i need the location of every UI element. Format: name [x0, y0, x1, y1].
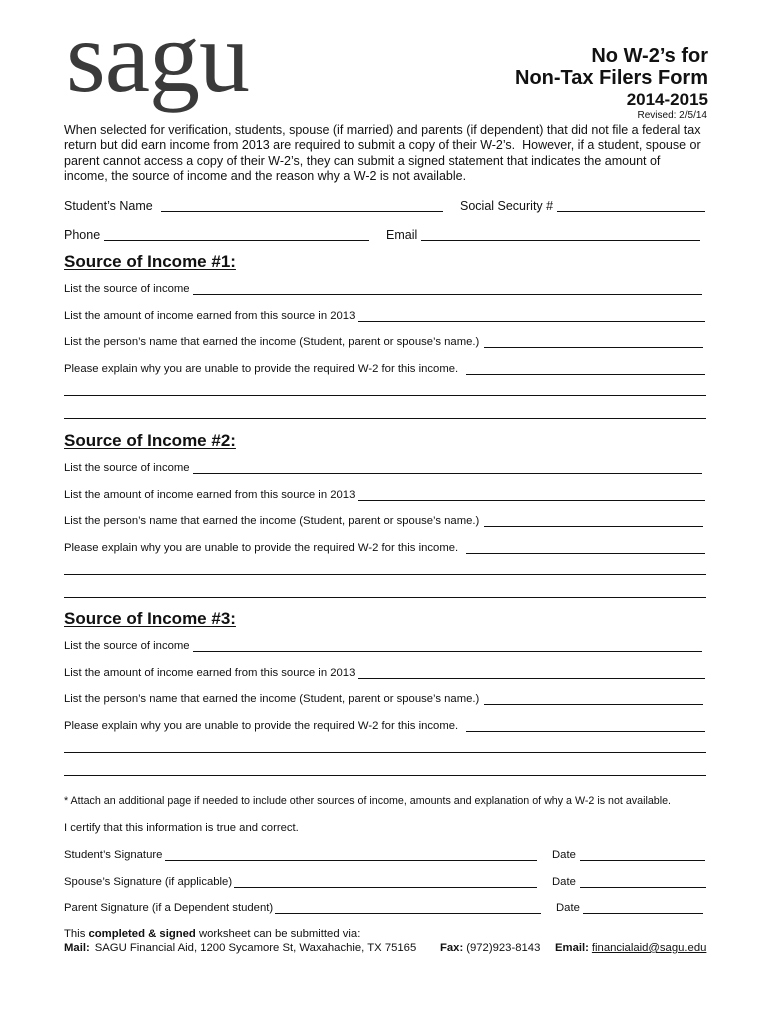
earner-name-field[interactable]	[484, 334, 703, 348]
student-signature-field[interactable]	[165, 847, 537, 861]
parent-signature-label: Parent Signature (if a Dependent student)	[64, 902, 274, 914]
submission-text: This	[64, 928, 89, 940]
income-amount-row	[64, 665, 705, 681]
income-source-field[interactable]	[193, 460, 702, 474]
student-name-label: Student’s Name	[64, 199, 153, 213]
income-source-field[interactable]	[193, 638, 702, 652]
earner-name-row	[64, 691, 703, 707]
ssn-row	[460, 198, 705, 214]
income-section-3	[0, 609, 770, 789]
mail-contact	[64, 941, 416, 955]
email-contact-label: Email:	[555, 942, 589, 954]
income-section-2	[0, 431, 770, 611]
income-source-label: List the source of income	[64, 640, 190, 652]
student-signature-label: Student’s Signature	[64, 849, 163, 861]
parent-signature-row	[64, 900, 541, 916]
sagu-logo: sagu	[66, 1, 249, 114]
income-amount-row	[64, 487, 705, 503]
spouse-signature-field[interactable]	[234, 874, 537, 888]
intro-line: When selected for verification, students, spouse (if married) and parents (if dependent) that did not file a federal tax	[64, 123, 701, 137]
income-amount-row	[64, 308, 705, 324]
explanation-label: Please explain why you are unable to provide the required W-2 for this income.	[64, 542, 459, 554]
earner-name-row	[64, 513, 703, 529]
email-link[interactable]: financialaid@sagu.edu	[591, 942, 707, 954]
earner-name-field[interactable]	[484, 513, 703, 527]
income-amount-label: List the amount of income earned from this source in 2013	[64, 310, 356, 322]
date-label: Date	[556, 902, 580, 914]
mail-label: Mail:	[64, 942, 90, 954]
ssn-field[interactable]	[557, 198, 705, 212]
award-year: 2014-2015	[626, 90, 708, 109]
phone-label: Phone	[64, 228, 101, 242]
earner-name-label: List the person’s name that earned the income (Student, parent or spouse’s name.)	[64, 336, 480, 348]
explanation-row	[64, 540, 705, 556]
spouse-signature-row	[64, 874, 537, 890]
parent-signature-field[interactable]	[275, 900, 541, 914]
earner-name-label: List the person’s name that earned the income (Student, parent or spouse’s name.)	[64, 515, 480, 527]
ssn-label: Social Security #	[460, 199, 554, 213]
explanation-line[interactable]	[64, 752, 706, 753]
student-date-field[interactable]	[580, 847, 705, 861]
parent-date-field[interactable]	[583, 900, 703, 914]
earner-name-row	[64, 334, 703, 350]
explanation-line[interactable]	[64, 775, 706, 776]
income-amount-field[interactable]	[358, 665, 705, 679]
student-signature-row	[64, 847, 537, 863]
spouse-date-row	[552, 874, 706, 890]
email-field[interactable]	[421, 227, 700, 241]
student-name-field[interactable]	[161, 198, 443, 212]
intro-line: income, the source of income and the reason why a W-2 is not available.	[64, 168, 467, 183]
fax-label: Fax:	[440, 942, 464, 954]
income-section-1	[0, 252, 770, 432]
student-date-row	[552, 847, 705, 863]
income-source-row	[64, 638, 702, 654]
spouse-signature-label: Spouse’s Signature (if applicable)	[64, 876, 233, 888]
submission-text: worksheet can be submitted via:	[195, 928, 361, 940]
phone-field[interactable]	[104, 227, 369, 241]
submission-emphasis: completed & signed	[88, 928, 196, 940]
income-source-label: List the source of income	[64, 283, 190, 295]
mail-address: SAGU Financial Aid, 1200 Sycamore St, Waxahachie, TX 75165	[94, 942, 417, 954]
parent-date-row	[556, 900, 703, 916]
income-source-label: List the source of income	[64, 462, 190, 474]
email-row	[386, 227, 700, 243]
email-contact	[555, 941, 706, 955]
form-title-line-1: No W-2’s for	[591, 45, 708, 67]
intro-line: return but did earn income from 2013 are required to submit a copy of their W-2’s. However, if a student, spouse or	[64, 138, 701, 153]
intro-line: parent cannot access a copy of their W-2’s, they can submit a signed statement that indicates the amount of	[64, 153, 661, 168]
submission-instructions	[64, 927, 360, 941]
income-amount-label: List the amount of income earned from this source in 2013	[64, 489, 356, 501]
earner-name-label: List the person’s name that earned the income (Student, parent or spouse’s name.)	[64, 693, 480, 705]
footnote: * Attach an additional page if needed to include other sources of income, amounts and explanation of why a W-2 is not available.	[64, 795, 671, 807]
explanation-label: Please explain why you are unable to provide the required W-2 for this income.	[64, 720, 459, 732]
income-amount-field[interactable]	[358, 308, 705, 322]
section-heading: Source of Income #3:	[64, 609, 236, 628]
income-amount-field[interactable]	[358, 487, 705, 501]
phone-row	[64, 227, 369, 243]
fax-contact	[440, 941, 540, 955]
explanation-line[interactable]	[64, 418, 706, 419]
revised-date: Revised: 2/5/14	[637, 110, 707, 121]
explanation-line[interactable]	[64, 597, 706, 598]
certification-statement: I certify that this information is true and correct.	[64, 822, 299, 834]
explanation-field[interactable]	[466, 718, 705, 732]
earner-name-field[interactable]	[484, 691, 703, 705]
student-name-row	[64, 198, 443, 214]
intro-paragraph	[64, 123, 701, 184]
date-label: Date	[552, 876, 576, 888]
explanation-row	[64, 361, 705, 377]
spouse-date-field[interactable]	[580, 874, 706, 888]
email-label: Email	[386, 228, 418, 242]
explanation-field[interactable]	[466, 361, 705, 375]
income-source-field[interactable]	[193, 281, 702, 295]
income-source-row	[64, 460, 702, 476]
form-title-line-2: Non-Tax Filers Form	[515, 67, 708, 89]
income-amount-label: List the amount of income earned from this source in 2013	[64, 667, 356, 679]
explanation-row	[64, 718, 705, 734]
income-source-row	[64, 281, 702, 297]
explanation-line[interactable]	[64, 395, 706, 396]
explanation-field[interactable]	[466, 540, 705, 554]
explanation-label: Please explain why you are unable to provide the required W-2 for this income.	[64, 363, 459, 375]
explanation-line[interactable]	[64, 574, 706, 575]
section-heading: Source of Income #1:	[64, 252, 236, 271]
date-label: Date	[552, 849, 576, 861]
fax-number: (972)923-8143	[466, 942, 541, 954]
section-heading: Source of Income #2:	[64, 431, 236, 450]
